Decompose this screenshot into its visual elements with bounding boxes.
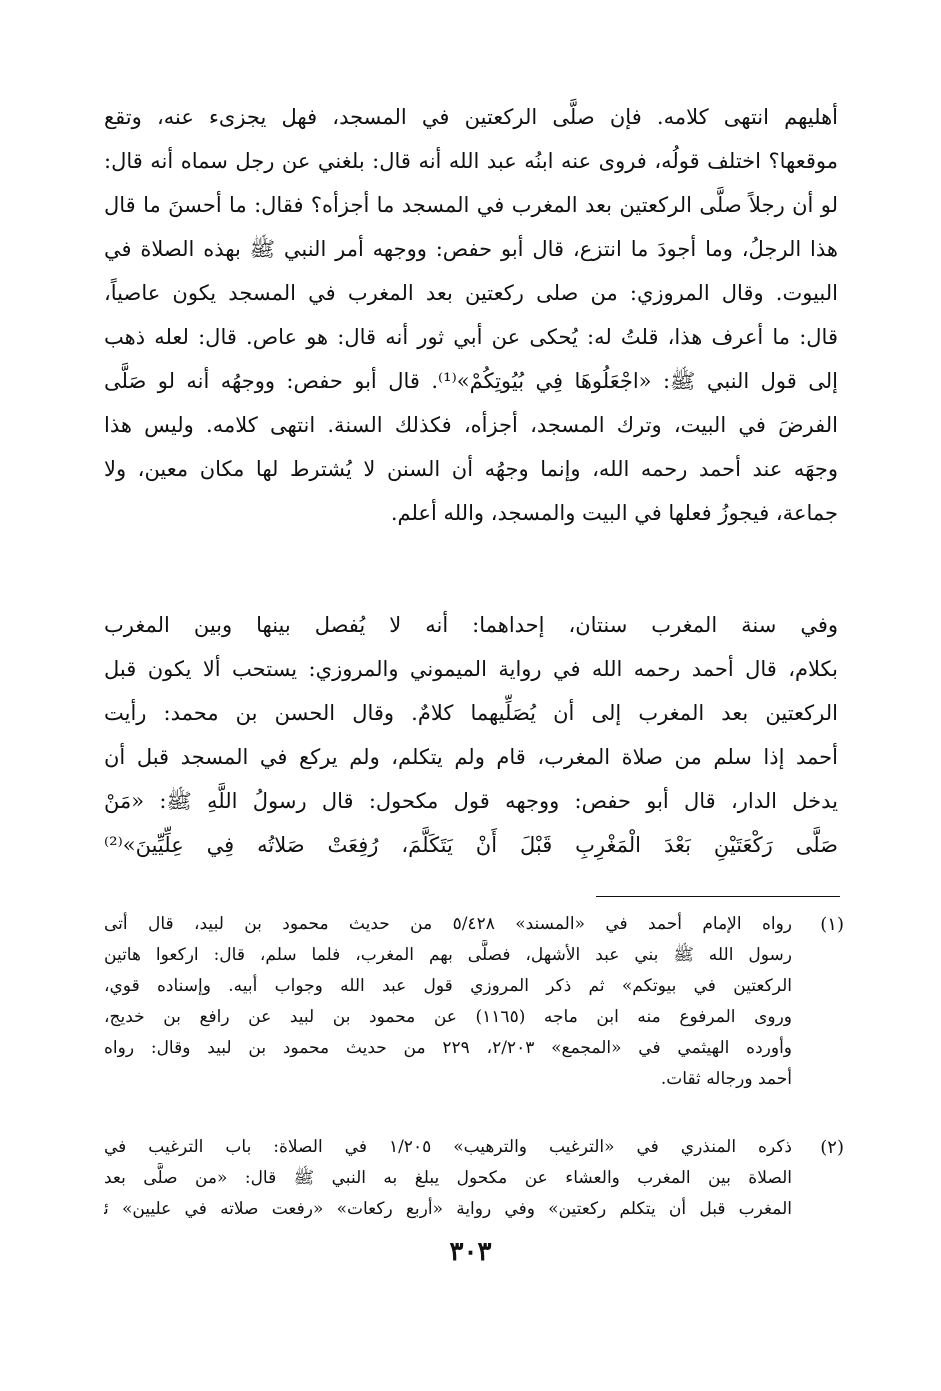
- footnote-text: [104, 909, 792, 1095]
- text-line: أهليهم انتهى كلامه. فإن صلَّى الركعتين في المسجد، فهل يجزىء عنه، وتقع: [104, 105, 838, 129]
- text-line: قال: ما أعرف هذا، قلتُ له: يُحكى عن أبي ثور أنه قال: هو عاص. قال: لعله ذهب: [104, 325, 838, 349]
- footnote-line: الصلاة بين المغرب والعشاء عن مكحول يبلغ به النبي ﷺ قال: «من صلَّى بعد: [104, 1168, 792, 1188]
- text-line: جماعة، فيجوزُ فعلها في البيت والمسجد، والله أعلم.: [390, 501, 838, 525]
- text-line: الركعتين بعد المغرب إلى أن يُصَلِّيهما كلامٌ. وقال الحسن بن محمد: رأيت: [104, 701, 838, 725]
- footnote-number: (١): [820, 914, 844, 935]
- footnote-line: رسول الله ﷺ بني عبد الأشهل، فصلَّى بهم المغرب، فلما سلم، قال: اركعوا هاتين: [104, 945, 792, 965]
- text-line: أحمد إذا سلم من صلاة المغرب، قام ولم يتكلم، ولم يركع في المسجد قبل أن: [104, 745, 838, 769]
- text-line: بكلام، قال أحمد رحمه الله في رواية الميموني والمروزي: يستحب ألا يكون قبل: [104, 657, 838, 681]
- text-line: لو أن رجلاً صلَّى الركعتين بعد المغرب في المسجد ما أجزأه؟ فقال: ما أحسنَ ما قال: [104, 193, 838, 217]
- footnote-line: وروى المرفوع منه ابن ماجه (١١٦٥) عن محمود بن لبيد عن رافع بن خديج،: [104, 1007, 792, 1027]
- footnote-line: أحمد ورجاله ثقات.: [660, 1069, 792, 1089]
- text-line: موقعها؟ اختلف قولُه، فروى عنه ابنُه عبد الله أنه قال: بلغني عن رجل سماه أنه قال:: [104, 149, 838, 173]
- text-line: صَلَّى رَكْعَتَيْنِ بَعْدَ الْمَغْرِبِ قَبْلَ أَنْ يَتَكَلَّمَ، رُفِعَتْ صَلاتُه فِي عِلِّيِّينَ»⁽²⁾: [104, 833, 838, 857]
- text-line: وفي سنة المغرب سنتان، إحداهما: أنه لا يُفصل بينها وبين المغرب: [104, 613, 838, 637]
- footnote-line: المغرب قبل أن يتكلم ركعتين» وفي رواية «أربع ركعات» «رفعت صلاته في عليين» ﺋ: [104, 1199, 792, 1219]
- text-line: إلى قول النبي ﷺ: «اجْعَلُوهَا فِي بُيُوتِكُمْ»⁽¹⁾. قال أبو حفص: ووجهُه أنه لو صَلَّى: [104, 369, 838, 393]
- footnote-2: [104, 1132, 844, 1225]
- text-line: هذا الرجلُ، وما أجودَ ما انتزع، قال أبو حفص: ووجهه أمر النبي ﷺ بهذه الصلاة في: [104, 237, 838, 261]
- text-line: يدخل الدار، قال أبو حفص: ووجهه قول مكحول: قال رسولُ اللَّهِ ﷺ: «مَنْ: [104, 789, 838, 813]
- footnote-1: [104, 909, 844, 1095]
- page-number: ٣٠٣: [449, 1237, 492, 1267]
- footnote-text: [104, 1132, 792, 1225]
- footnote-line: ذكره المنذري في «الترغيب والترهيب» ١/٢٠٥ في الصلاة: باب الترغيب في: [104, 1137, 792, 1157]
- paragraph-1: [104, 95, 838, 535]
- text-line: البيوت. وقال المروزي: من صلى ركعتين بعد المغرب في المسجد يكون عاصياً،: [104, 281, 838, 305]
- text-line: وجهَه عند أحمد رحمه الله، وإنما وجهُه أن السنن لا يُشترط لها مكان معين، ولا: [104, 457, 838, 481]
- footnote-line: الركعتين في بيوتكم» ثم ذكر المروزي قول عبد الله وجواب أبيه. وإسناده قوي،: [104, 976, 792, 996]
- footnote-line: وأورده الهيثمي في «المجمع» ٢/٢٠٣، ٢٢٩ من حديث محمود بن لبيد وقال: رواه: [104, 1038, 792, 1058]
- paragraph-2: [104, 603, 838, 867]
- footnote-number: (٢): [820, 1137, 844, 1158]
- footnote-line: رواه الإمام أحمد في «المسند» ٥/٤٢٨ من حديث محمود بن لبيد، قال أتى: [104, 914, 792, 934]
- text-line: الفرضَ في البيت، وترك المسجد، أجزأه، فكذلك السنة. انتهى كلامه. وليس هذا: [104, 413, 838, 437]
- footnote-divider: [596, 896, 840, 897]
